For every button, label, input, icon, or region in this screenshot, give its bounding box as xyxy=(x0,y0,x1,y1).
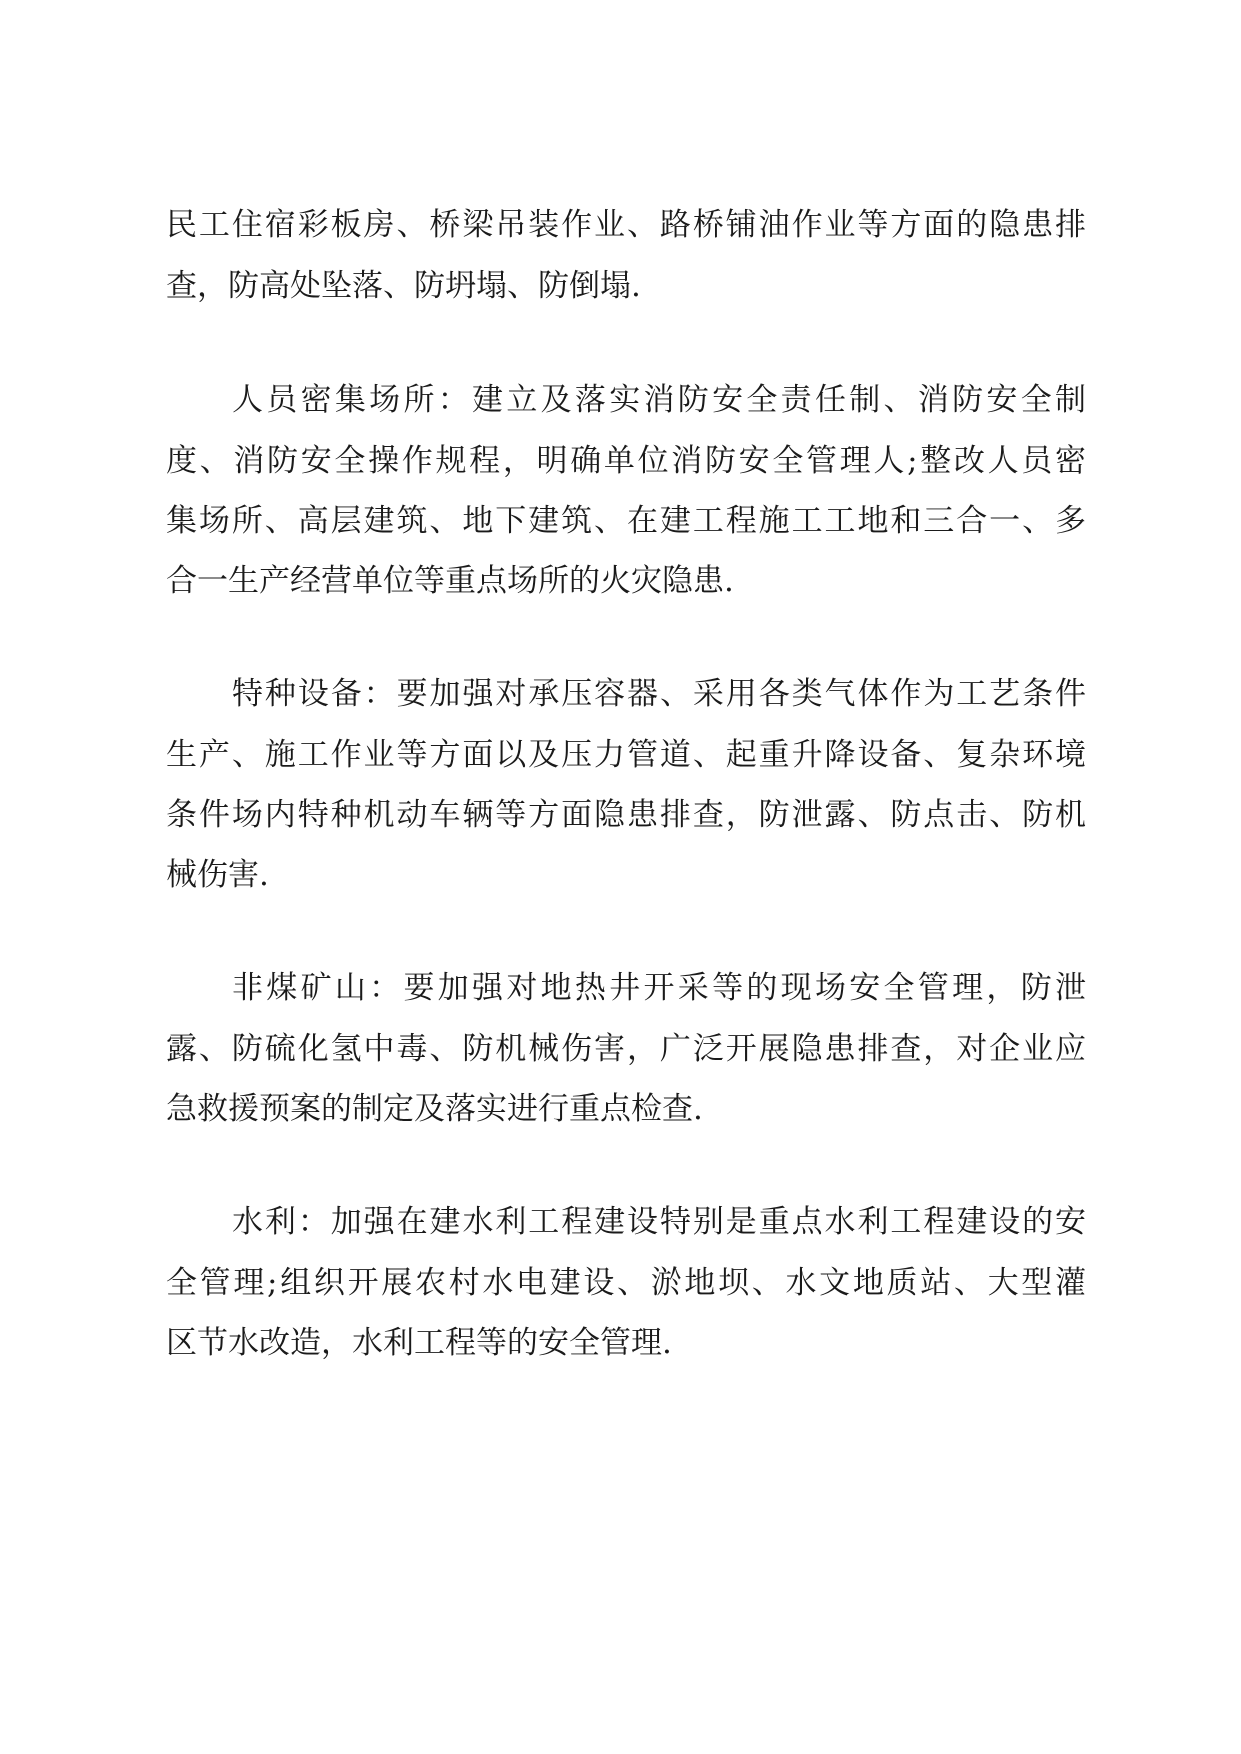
paragraph-1-line-2: 查，防高处坠落、防坍塌、防倒塌. xyxy=(166,268,641,304)
paragraph-2-line-2: 度、消防安全操作规程，明确单位消防安全管理人;整改人员密 xyxy=(166,443,1086,479)
paragraph-3-line-1: 特种设备：要加强对承压容器、采用各类气体作为工艺条件 xyxy=(232,676,1086,712)
paragraph-5-line-2: 全管理;组织开展农村水电建设、淤地坝、水文地质站、大型灌 xyxy=(166,1265,1086,1301)
paragraph-4-line-1: 非煤矿山：要加强对地热井开采等的现场安全管理，防泄 xyxy=(232,970,1086,1006)
paragraph-2-line-4: 合一生产经营单位等重点场所的火灾隐患. xyxy=(166,563,734,599)
paragraph-3-line-2: 生产、施工作业等方面以及压力管道、起重升降设备、复杂环境 xyxy=(166,737,1086,773)
paragraph-5-line-3: 区节水改造，水利工程等的安全管理. xyxy=(166,1325,672,1361)
paragraph-5-line-1: 水利：加强在建水利工程建设特别是重点水利工程建设的安 xyxy=(232,1204,1086,1240)
paragraph-3-line-4: 械伤害. xyxy=(166,857,269,893)
paragraph-2-line-1: 人员密集场所：建立及落实消防安全责任制、消防安全制 xyxy=(232,382,1086,418)
paragraph-4-line-3: 急救援预案的制定及落实进行重点检查. xyxy=(166,1091,703,1127)
paragraph-3-line-3: 条件场内特种机动车辆等方面隐患排查，防泄露、防点击、防机 xyxy=(166,797,1086,833)
paragraph-4-line-2: 露、防硫化氢中毒、防机械伤害，广泛开展隐患排查，对企业应 xyxy=(166,1031,1086,1067)
paragraph-1-line-1: 民工住宿彩板房、桥梁吊装作业、路桥铺油作业等方面的隐患排 xyxy=(166,207,1086,243)
paragraph-2-line-3: 集场所、高层建筑、地下建筑、在建工程施工工地和三合一、多 xyxy=(166,503,1086,539)
